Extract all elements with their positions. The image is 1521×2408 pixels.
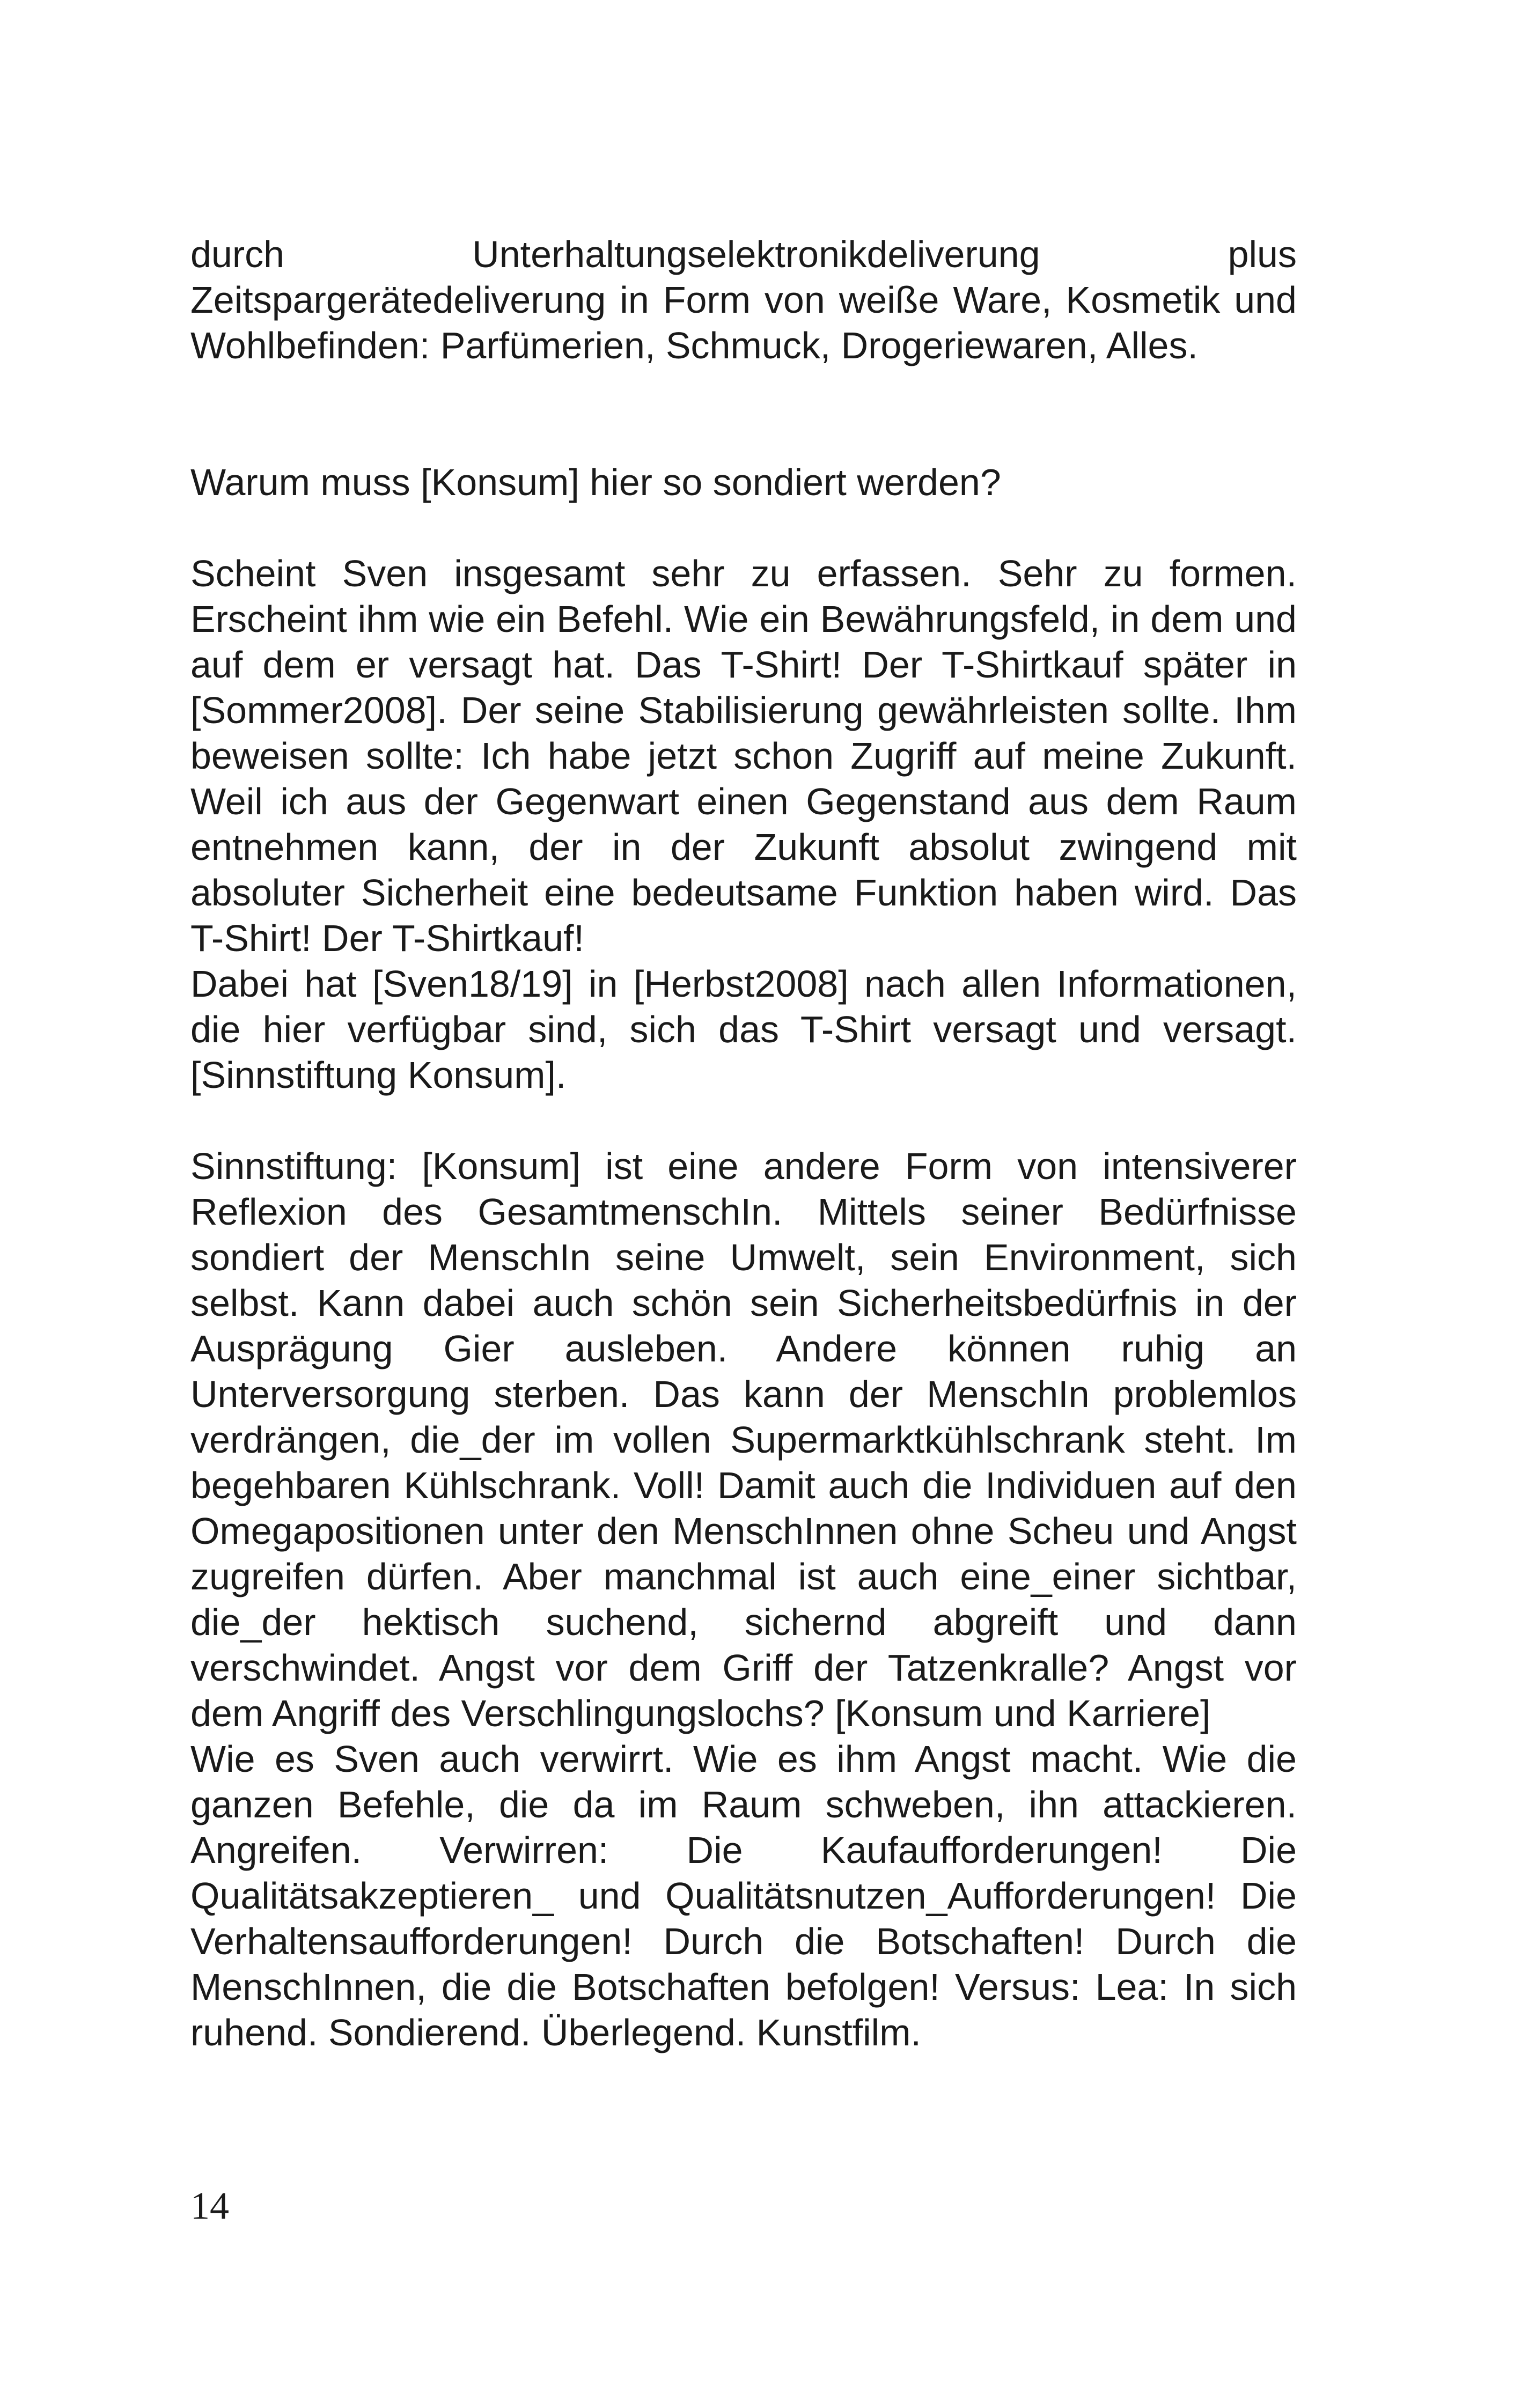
paragraph-tshirt	[190, 551, 1297, 1098]
paragraph-segment: Dabei hat [Sven18/19] in [Herbst2008] nach allen Informationen, die hier verfügbar sind, sich das T-Shirt versagt und versagt. [Sinnstiftung Konsum].	[190, 963, 1297, 1096]
paragraph-segment: Sinnstiftung: [Konsum] ist eine andere Form von intensiverer Reflexion des GesamtmenschIn. Mittels seiner Bedürfnisse sondiert der MenschIn seine Umwelt, sein Environment, sich selbst. Kann dabei auch schön sein Sicherheitsbedürfnis in der Ausprägung Gier ausleben. Andere können ruhig an Unterversorgung sterben. Das kann der MenschIn problemlos verdrängen, die_der im vollen Supermarktkühlschrank steht. Im begehbaren Kühlschrank. Voll! Damit auch die Individuen auf den Omegapositionen unter den MenschInnen ohne Scheu und Angst zugreifen dürfen. Aber manchmal ist auch eine_einer sichtbar, die_der hektisch suchend, sichernd abgreift und dann verschwindet. Angst vor dem Griff der Tatzenkralle? Angst vor dem Angriff des Verschlingungslochs? [Konsum und Karriere]	[190, 1145, 1297, 1734]
paragraph-segment: durch Unterhaltungselektronikdeliverung plus Zeitspargerätedeliverung in Form von weiße Ware, Kosmetik und Wohlbefinden: Parfümerien, Schmuck, Drogeriewaren, Alles.	[190, 233, 1297, 366]
paragraph-consumer-goods	[190, 232, 1297, 369]
paragraph-sinnstiftung	[190, 1144, 1297, 2056]
paragraph-segment: Wie es Sven auch verwirrt. Wie es ihm Angst macht. Wie die ganzen Befehle, die da im Raum schweben, ihn attackieren. Angreifen. Verwirren: Die Kaufaufforderungen! Die Qualitätsakzeptieren_ und Qualitätsnutzen_Aufforderungen! Die Verhaltensaufforderungen! Durch die Botschaften! Durch die MenschInnen, die die Botschaften befolgen! Versus: Lea: In sich ruhend. Sondierend. Überlegend. Kunstfilm.	[190, 1738, 1297, 2053]
paragraph-question-konsum: Warum muss [Konsum] hier so sondiert werden?	[190, 461, 1001, 503]
page-number: 14	[190, 2184, 229, 2227]
paragraph-segment: Scheint Sven insgesamt sehr zu erfassen. Sehr zu formen. Erscheint ihm wie ein Befehl. Wie ein Bewährungsfeld, in dem und auf dem er versagt hat. Das T-Shirt! Der T-Shirtkauf später in [Sommer2008]. Der seine Stabilisierung gewährleisten sollte. Ihm beweisen sollte: Ich habe jetzt schon Zugriff auf meine Zukunft. Weil ich aus der Gegenwart einen Gegenstand aus dem Raum entnehmen kann, der in der Zukunft absolut zwingend mit absoluter Sicherheit eine bedeutsame Funktion haben wird. Das T-Shirt! Der T-Shirtkauf!	[190, 553, 1297, 959]
